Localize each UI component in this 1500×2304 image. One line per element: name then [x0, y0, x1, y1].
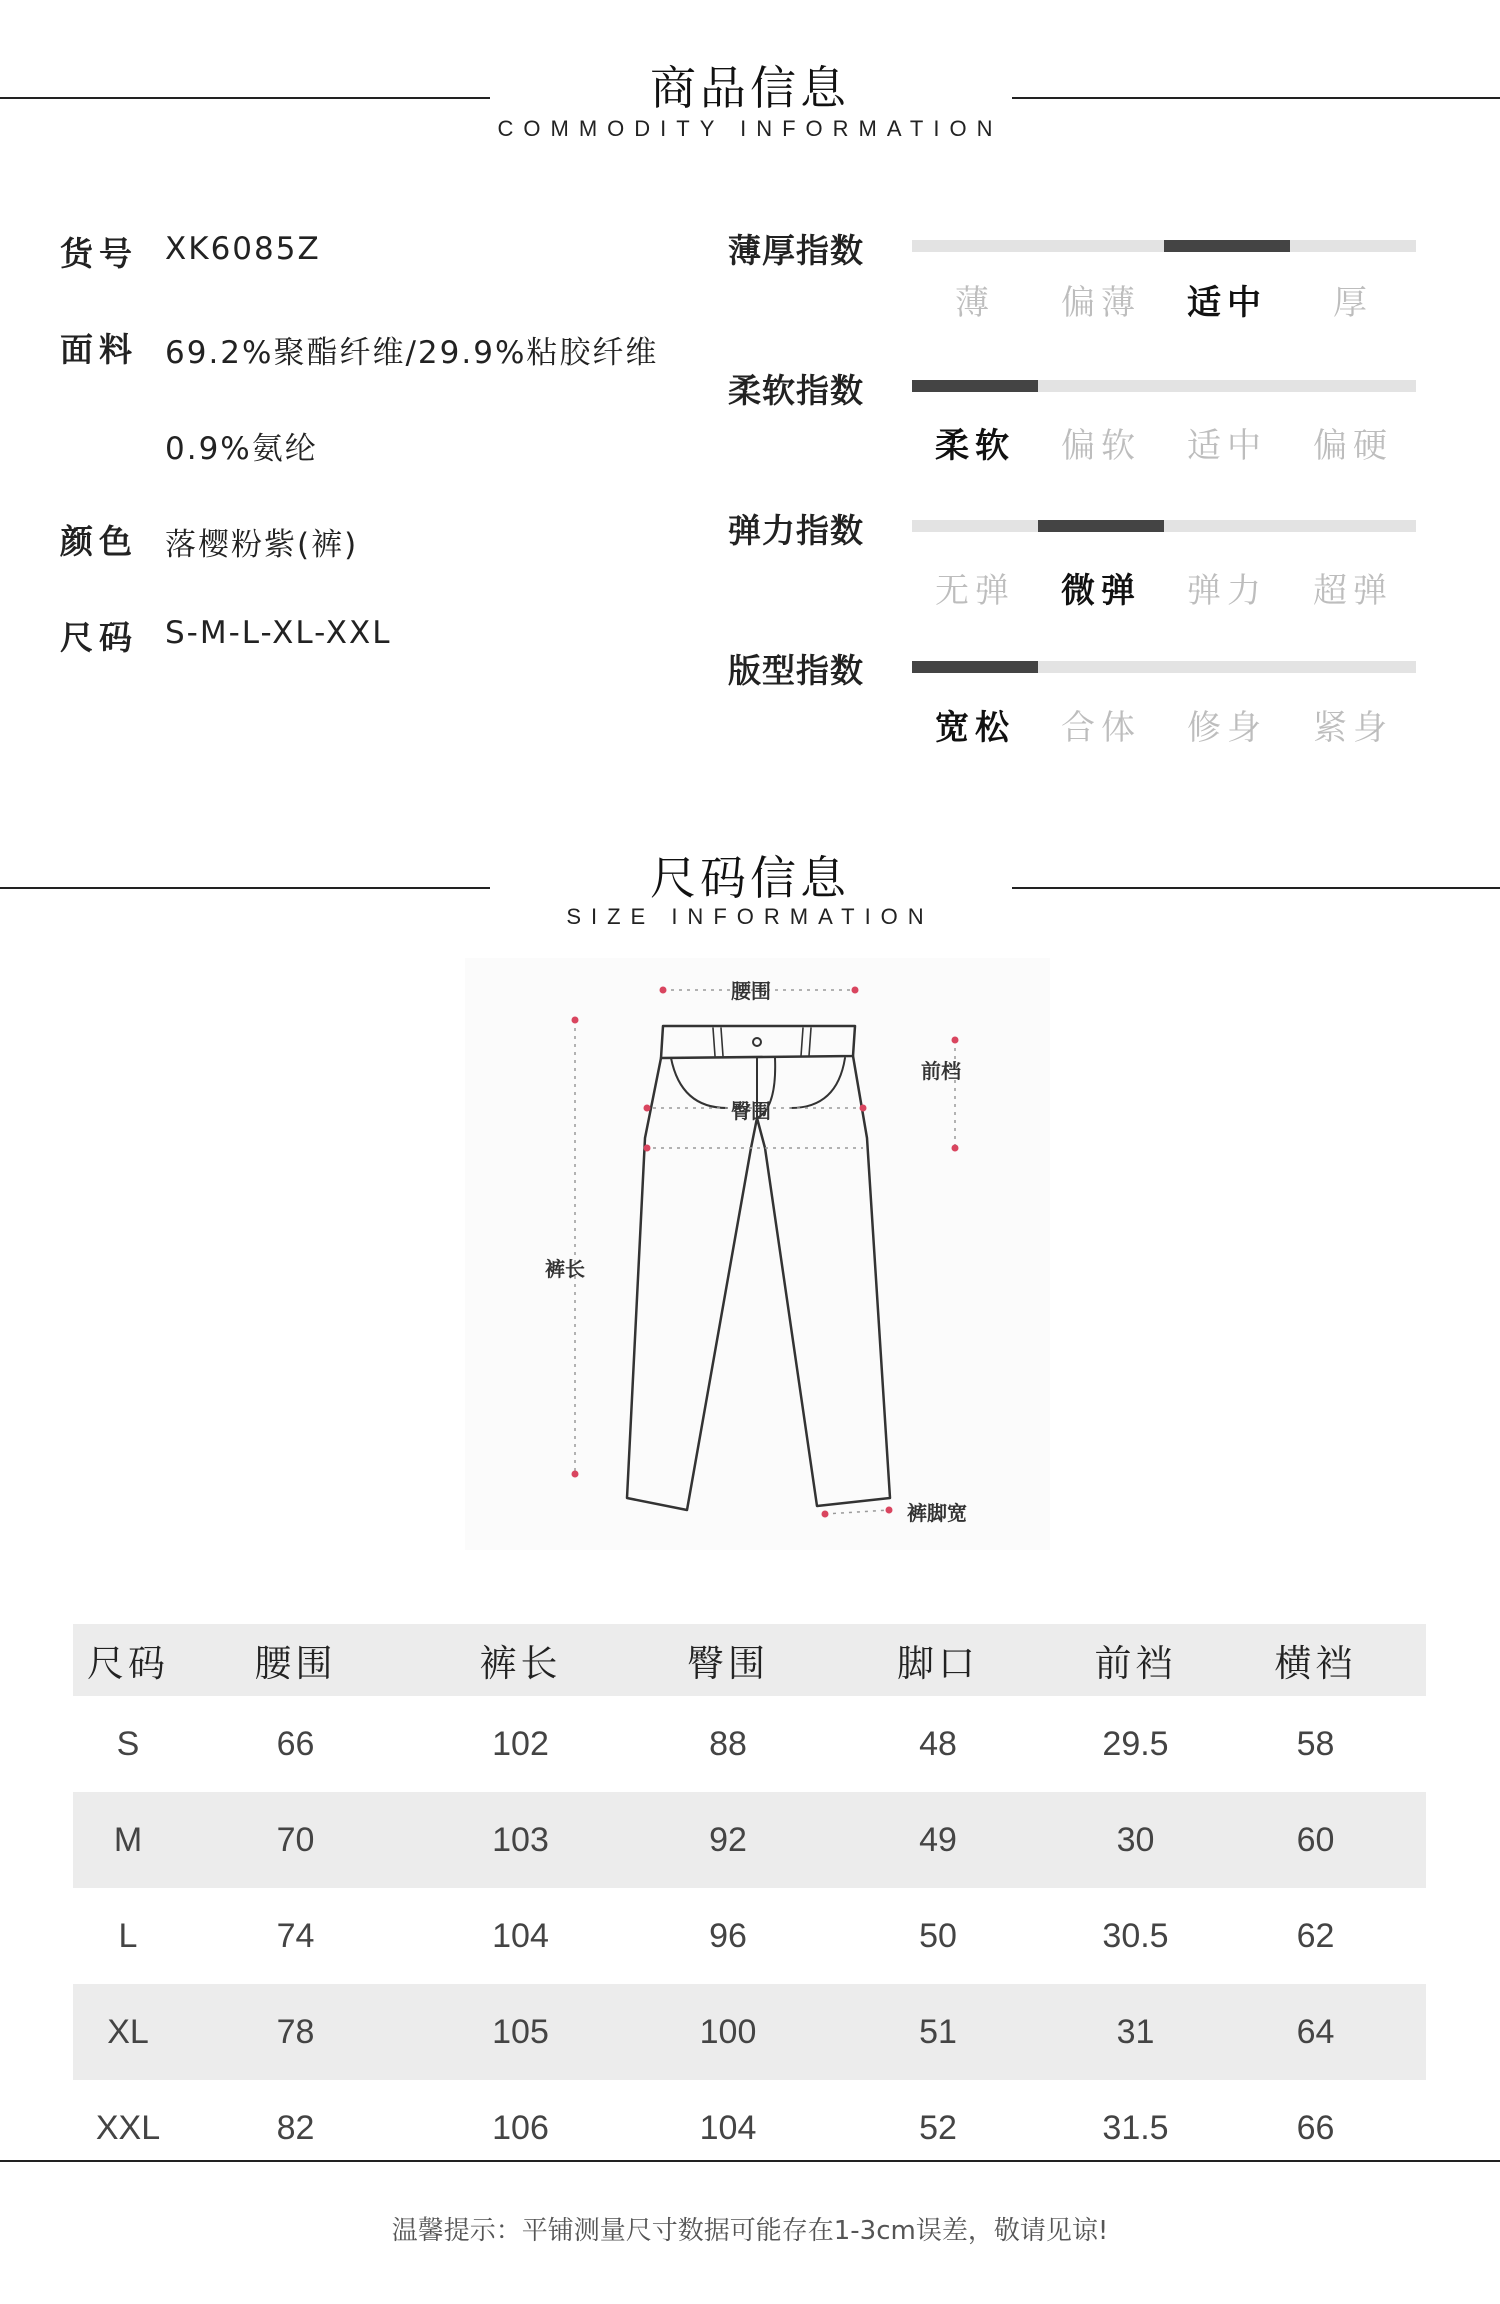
table-cell: 29.5 — [1102, 1724, 1169, 1763]
fit-index-options — [912, 700, 1416, 749]
elasticity-index-title: 弹力指数 — [728, 511, 864, 550]
info-value-fabric-extra: 0.9%氨纶 — [165, 431, 318, 467]
table-cell: 31.5 — [1102, 2108, 1169, 2147]
table-cell: 105 — [492, 2012, 549, 2051]
elasticity-index-fill — [1038, 520, 1164, 532]
table-cell: S — [116, 1724, 140, 1763]
info-label-size: 尺码 — [60, 618, 138, 657]
elasticity-option: 弹力 — [1187, 571, 1267, 611]
thickness-option: 偏薄 — [1061, 283, 1141, 323]
header-cell: 脚口 — [897, 1642, 979, 1685]
elasticity-index-bar — [912, 520, 1416, 532]
diagram-label-waist: 腰围 — [731, 979, 771, 1003]
softness-index-options — [912, 418, 1416, 467]
table-cell: L — [118, 1916, 138, 1955]
table-cell: 62 — [1296, 1916, 1335, 1955]
table-cell: 104 — [492, 1916, 549, 1955]
table-cell: 106 — [492, 2108, 549, 2147]
table-cell: 48 — [919, 1724, 957, 1763]
size-title: 尺码信息 — [650, 851, 850, 905]
info-value-size: S-M-L-XL-XXL — [165, 615, 392, 651]
table-cell: 60 — [1296, 1820, 1335, 1859]
diagram-label-hip: 臀围 — [731, 1099, 771, 1123]
info-value-item-no: XK6085Z — [165, 231, 321, 267]
softness-index-title: 柔软指数 — [728, 371, 864, 410]
table-bottom-rule — [0, 2160, 1500, 2162]
table-cell: 64 — [1296, 2012, 1335, 2051]
elasticity-option: 超弹 — [1313, 571, 1393, 611]
fit-option: 修身 — [1187, 708, 1267, 748]
table-cell: 70 — [276, 1820, 315, 1859]
header-cell: 裤长 — [479, 1642, 562, 1685]
info-value-color: 落樱粉紫(裤) — [165, 527, 359, 563]
elasticity-option: 微弹 — [1061, 571, 1141, 611]
table-cell: 74 — [276, 1916, 315, 1955]
table-cell: 82 — [276, 2108, 315, 2147]
table-cell: 49 — [919, 1820, 957, 1859]
thickness-index-title: 薄厚指数 — [728, 231, 864, 270]
info-value-fabric: 69.2%聚酯纤维/29.9%粘胶纤维 — [165, 335, 659, 371]
table-cell: 30.5 — [1102, 1916, 1169, 1955]
diagram-label-front-rise: 前档 — [921, 1059, 961, 1083]
info-label-item-no: 货号 — [60, 234, 138, 273]
table-cell: 66 — [276, 1724, 315, 1763]
thickness-index-bar — [912, 240, 1416, 252]
table-cell: 58 — [1296, 1724, 1335, 1763]
table-cell: 66 — [1296, 2108, 1335, 2147]
table-cell: 96 — [709, 1916, 747, 1955]
size-table — [73, 1624, 1426, 2176]
softness-option: 适中 — [1187, 426, 1267, 466]
table-cell: 103 — [492, 1820, 549, 1859]
table-cell: 30 — [1116, 1820, 1155, 1859]
table-cell: 50 — [919, 1916, 957, 1955]
table-cell: 51 — [919, 2012, 957, 2051]
header-cell: 尺码 — [87, 1642, 169, 1685]
fit-option: 宽松 — [935, 708, 1015, 748]
pants-illustration — [465, 958, 1050, 1550]
diagram-label-length: 裤长 — [545, 1257, 585, 1281]
commodity-title: 商品信息 — [650, 61, 850, 115]
softness-option: 偏软 — [1061, 426, 1141, 466]
info-label-fabric: 面料 — [60, 330, 138, 369]
table-cell: 88 — [709, 1724, 747, 1763]
elasticity-index-options — [912, 563, 1416, 612]
table-cell: 92 — [709, 1820, 747, 1859]
elasticity-option: 无弹 — [935, 571, 1015, 611]
table-cell: XL — [107, 2012, 149, 2051]
header-cell: 横裆 — [1274, 1642, 1357, 1685]
thickness-option: 厚 — [1333, 283, 1373, 323]
thickness-option: 薄 — [955, 283, 995, 323]
header-cell: 臀围 — [687, 1642, 769, 1685]
table-cell: XXL — [95, 2108, 161, 2147]
softness-option: 柔软 — [935, 426, 1015, 466]
size-subtitle: SIZE INFORMATION — [566, 904, 934, 929]
thickness-option: 适中 — [1187, 283, 1267, 323]
fit-option: 紧身 — [1313, 708, 1393, 748]
softness-index-bar — [912, 380, 1416, 392]
table-cell: 78 — [276, 2012, 315, 2051]
pants-measurement-diagram — [465, 958, 1050, 1550]
table-cell: 100 — [699, 2012, 757, 2051]
header-cell: 前裆 — [1094, 1642, 1177, 1685]
table-row — [73, 1888, 1426, 1984]
fit-index-fill — [912, 661, 1038, 673]
table-cell: 52 — [919, 2108, 957, 2147]
thickness-index-options — [912, 275, 1416, 324]
commodity-subtitle: COMMODITY INFORMATION — [497, 116, 1003, 141]
table-cell: 102 — [492, 1724, 549, 1763]
softness-index-fill — [912, 380, 1038, 392]
table-cell: 31 — [1116, 2012, 1155, 2051]
table-cell: M — [113, 1820, 143, 1859]
info-label-color: 颜色 — [60, 522, 138, 561]
table-row — [73, 1984, 1426, 2080]
size-table-header — [73, 1624, 1426, 1696]
diagram-label-hem: 裤脚宽 — [907, 1501, 967, 1525]
thickness-index-fill — [1164, 240, 1290, 252]
fit-index-title: 版型指数 — [728, 651, 864, 690]
header-cell: 腰围 — [254, 1642, 337, 1685]
table-row — [73, 1792, 1426, 1888]
measurement-note: 温馨提示：平铺测量尺寸数据可能存在1-3cm误差，敬请见谅! — [391, 2216, 1109, 2246]
softness-option: 偏硬 — [1313, 426, 1393, 466]
table-cell: 104 — [699, 2108, 757, 2147]
fit-option: 合体 — [1061, 708, 1141, 748]
table-row — [73, 1696, 1426, 1792]
fit-index-bar — [912, 661, 1416, 673]
